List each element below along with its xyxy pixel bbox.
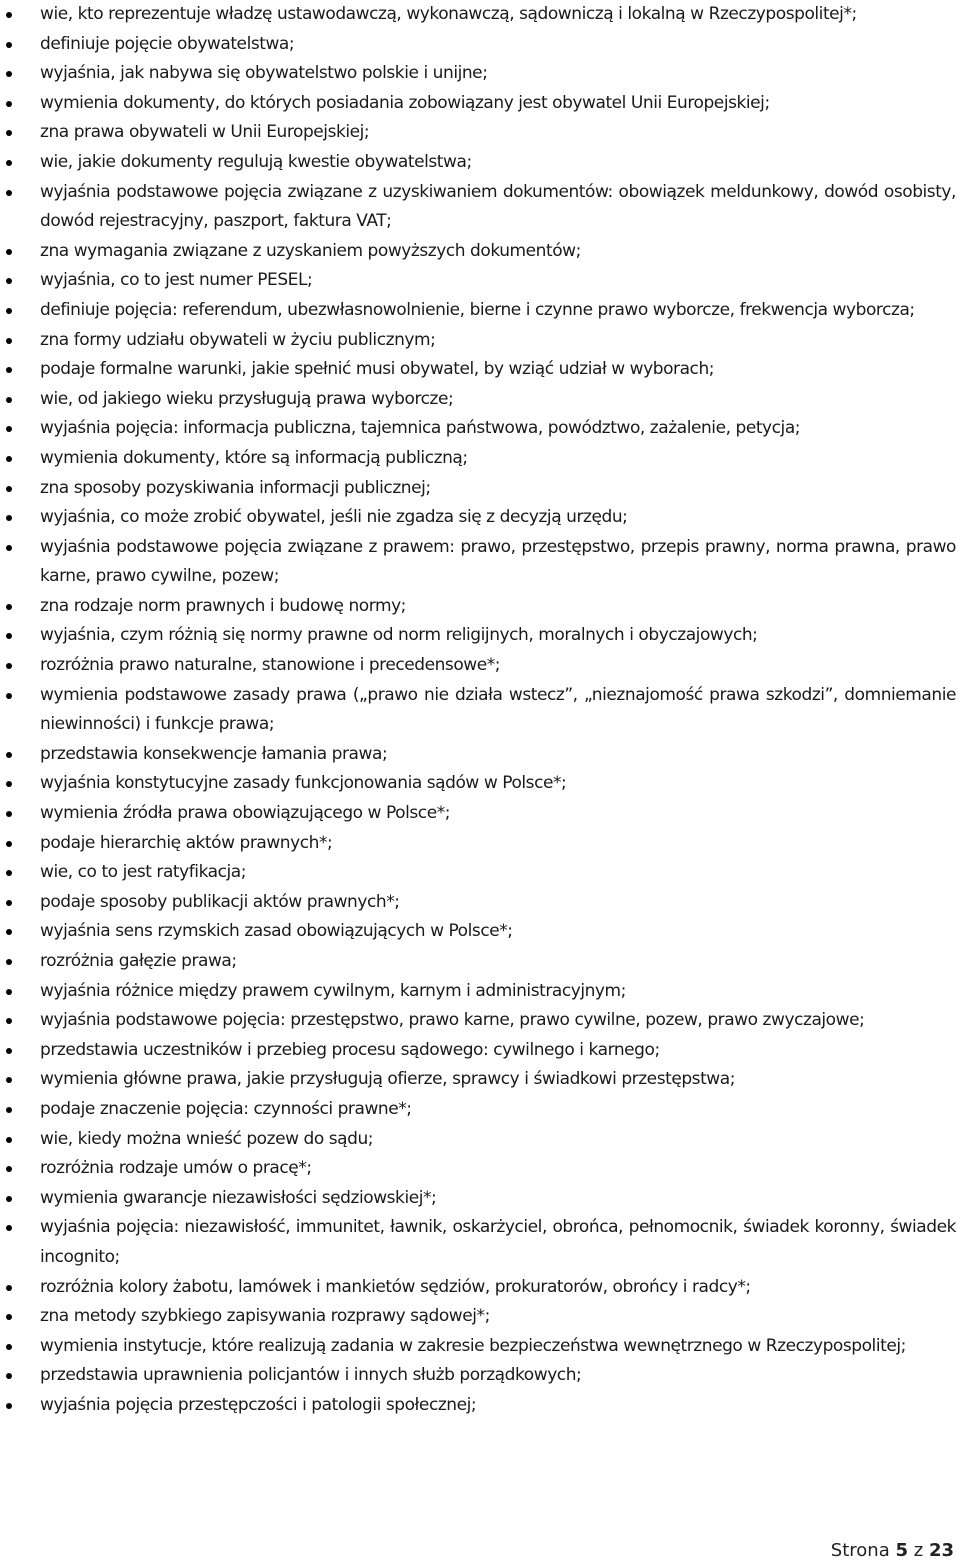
bullet-icon bbox=[6, 781, 12, 787]
list-item-text: wyjaśnia pojęcia przestępczości i patologii społecznej; bbox=[40, 1394, 477, 1415]
list-item-text: zna formy udziału obywateli w życiu publicznym; bbox=[40, 329, 436, 350]
list-item bbox=[0, 0, 960, 30]
list-item-text: wie, kiedy można wnieść pozew do sądu; bbox=[40, 1128, 374, 1149]
page-number-footer bbox=[831, 1540, 954, 1561]
bullet-icon bbox=[6, 841, 12, 847]
bullet-icon bbox=[6, 1048, 12, 1054]
list-item-text: wyjaśnia, czym różnią się normy prawne od norm religijnych, moralnych i obyczajowych; bbox=[40, 625, 758, 646]
bullet-icon bbox=[6, 752, 12, 758]
list-item bbox=[0, 1361, 960, 1391]
list-item-text: wymienia podstawowe zasady prawa („prawo nie działa wstecz”, „nieznajomość prawa szkodzi”, domniemanie niewinności) i funkcje prawa; bbox=[40, 684, 956, 735]
list-item-text: wie, kto reprezentuje władzę ustawodawczą, wykonawczą, sądowniczą i lokalną w Rzeczypospolitej*; bbox=[40, 4, 857, 24]
list-item-text: przedstawia uprawnienia policjantów i innych służb porządkowych; bbox=[40, 1365, 582, 1386]
list-item-text: zna sposoby pozyskiwania informacji publicznej; bbox=[40, 477, 431, 498]
list-item bbox=[0, 829, 960, 859]
bullet-icon bbox=[6, 160, 12, 166]
total-pages-number: 23 bbox=[928, 1540, 954, 1561]
bullet-icon bbox=[6, 989, 12, 995]
list-item-text: przedstawia konsekwencje łamania prawa; bbox=[40, 743, 388, 764]
list-item bbox=[0, 1065, 960, 1095]
list-item bbox=[0, 326, 960, 356]
list-item bbox=[0, 917, 960, 947]
list-item bbox=[0, 769, 960, 799]
list-item-text: wyjaśnia pojęcia: niezawisłość, immunitet, ławnik, oskarżyciel, obrońca, pełnomocnik, świadek koronny, świadek incognito; bbox=[40, 1217, 956, 1267]
bullet-icon bbox=[6, 1018, 12, 1024]
list-item bbox=[0, 1036, 960, 1066]
list-item bbox=[0, 651, 960, 681]
bullet-icon bbox=[6, 633, 12, 639]
list-item-text: wymienia źródła prawa obowiązującego w Polsce*; bbox=[40, 803, 451, 824]
list-item bbox=[0, 414, 960, 444]
bullet-icon bbox=[6, 456, 12, 462]
bullet-icon bbox=[6, 545, 12, 551]
bullet-icon bbox=[6, 71, 12, 77]
bullet-icon bbox=[6, 190, 12, 196]
list-item-text: wyjaśnia podstawowe pojęcia: przestępstwo, prawo karne, prawo cywilne, pozew, prawo zwyczajowe; bbox=[40, 1010, 865, 1031]
list-item bbox=[0, 799, 960, 829]
list-item bbox=[0, 118, 960, 148]
list-item bbox=[0, 621, 960, 651]
list-item-text: zna prawa obywateli w Unii Europejskiej; bbox=[40, 122, 370, 143]
list-item bbox=[0, 1154, 960, 1184]
list-item bbox=[0, 1006, 960, 1036]
bullet-icon bbox=[6, 486, 12, 492]
list-item-text: wymienia instytucje, które realizują zadania w zakresie bezpieczeństwa wewnętrznego w Rzeczypospolitej; bbox=[40, 1335, 906, 1356]
bullet-icon bbox=[6, 604, 12, 610]
page-separator: z bbox=[913, 1540, 924, 1561]
list-item bbox=[0, 503, 960, 533]
list-item bbox=[0, 1332, 960, 1362]
bullet-icon bbox=[6, 1166, 12, 1172]
bullet-icon bbox=[6, 338, 12, 344]
list-item bbox=[0, 1095, 960, 1125]
list-item bbox=[0, 30, 960, 60]
list-item bbox=[0, 355, 960, 385]
list-item bbox=[0, 237, 960, 267]
list-item bbox=[0, 681, 960, 740]
list-item bbox=[0, 1391, 960, 1421]
bullet-icon bbox=[6, 278, 12, 284]
current-page-number: 5 bbox=[895, 1540, 909, 1561]
page-label: Strona bbox=[830, 1540, 890, 1561]
list-item-text: wyjaśnia podstawowe pojęcia związane z uzyskiwaniem dokumentów: obowiązek meldunkowy, dowód osobisty, dowód rejestracyjny, paszport, faktura VAT; bbox=[40, 181, 956, 232]
bullet-icon bbox=[6, 1137, 12, 1143]
list-item bbox=[0, 592, 960, 622]
list-item-text: wymienia główne prawa, jakie przysługują ofierze, sprawcy i świadkowi przestępstwa; bbox=[40, 1069, 735, 1090]
list-item-text: wyjaśnia konstytucyjne zasady funkcjonowania sądów w Polsce*; bbox=[40, 773, 567, 794]
list-item-text: wymienia gwarancje niezawisłości sędziowskiej*; bbox=[40, 1187, 437, 1208]
list-item-text: wyjaśnia, co może zrobić obywatel, jeśli nie zgadza się z decyzją urzędu; bbox=[40, 507, 628, 528]
list-item bbox=[0, 148, 960, 178]
bullet-icon bbox=[6, 515, 12, 521]
bullet-icon bbox=[6, 308, 12, 314]
bullet-icon bbox=[6, 397, 12, 403]
list-item-text: wie, jakie dokumenty regulują kwestie obywatelstwa; bbox=[40, 151, 472, 172]
bullet-icon bbox=[6, 900, 12, 906]
bullet-icon bbox=[6, 929, 12, 935]
list-item-text: zna wymagania związane z uzyskaniem powyższych dokumentów; bbox=[40, 240, 581, 261]
bullet-icon bbox=[6, 367, 12, 373]
bullet-icon bbox=[6, 249, 12, 255]
list-item-text: rozróżnia kolory żabotu, lamówek i mankietów sędziów, prokuratorów, obrońcy i radcy*; bbox=[40, 1276, 751, 1297]
list-item bbox=[0, 444, 960, 474]
list-item-text: przedstawia uczestników i przebieg procesu sądowego: cywilnego i karnego; bbox=[40, 1039, 660, 1060]
list-item-text: rozróżnia gałęzie prawa; bbox=[40, 951, 237, 971]
list-item-text: wie, od jakiego wieku przysługują prawa wyborcze; bbox=[40, 388, 454, 409]
bullet-icon bbox=[6, 101, 12, 107]
list-item bbox=[0, 977, 960, 1007]
list-item-text: definiuje pojęcie obywatelstwa; bbox=[40, 33, 295, 54]
list-item-text: wymienia dokumenty, do których posiadania zobowiązany jest obywatel Unii Europejskiej; bbox=[40, 92, 770, 113]
bullet-icon bbox=[6, 959, 12, 965]
list-item-text: wyjaśnia podstawowe pojęcia związane z prawem: prawo, przestępstwo, przepis prawny, norma prawna, prawo karne, prawo cywilne, pozew; bbox=[40, 536, 956, 587]
bullet-icon bbox=[6, 1077, 12, 1083]
bullet-icon bbox=[6, 693, 12, 699]
list-item-text: rozróżnia prawo naturalne, stanowione i precedensowe*; bbox=[40, 655, 501, 676]
bullet-icon bbox=[6, 130, 12, 136]
bullet-icon bbox=[6, 426, 12, 432]
list-item-text: wyjaśnia pojęcia: informacja publiczna, tajemnica państwowa, powództwo, zażalenie, petycja; bbox=[40, 418, 801, 439]
list-item bbox=[0, 858, 960, 888]
list-item bbox=[0, 1302, 960, 1332]
bullet-icon bbox=[6, 1314, 12, 1320]
bullet-icon bbox=[6, 1373, 12, 1379]
list-item bbox=[0, 59, 960, 89]
bullet-icon bbox=[6, 1225, 12, 1231]
list-item bbox=[0, 1213, 960, 1272]
list-item bbox=[0, 1184, 960, 1214]
list-item bbox=[0, 296, 960, 326]
list-item-text: zna rodzaje norm prawnych i budowę normy; bbox=[40, 595, 406, 616]
bullet-icon bbox=[6, 1344, 12, 1350]
list-item-text: podaje hierarchię aktów prawnych*; bbox=[40, 832, 333, 853]
list-item-text: wyjaśnia różnice między prawem cywilnym, karnym i administracyjnym; bbox=[40, 980, 626, 1001]
list-item-text: podaje znaczenie pojęcia: czynności prawne*; bbox=[40, 1098, 412, 1119]
list-item-text: wie, co to jest ratyfikacja; bbox=[40, 862, 247, 883]
list-item bbox=[0, 89, 960, 119]
list-item bbox=[0, 266, 960, 296]
list-item bbox=[0, 385, 960, 415]
list-item bbox=[0, 533, 960, 592]
bullet-icon bbox=[6, 1285, 12, 1291]
bullet-icon bbox=[6, 1403, 12, 1409]
bullet-icon bbox=[6, 663, 12, 669]
list-item-text: wyjaśnia, co to jest numer PESEL; bbox=[40, 270, 313, 291]
bullet-icon bbox=[6, 811, 12, 817]
list-item-text: definiuje pojęcia: referendum, ubezwłasnowolnienie, bierne i czynne prawo wyborcze, frekwencja wyborcza; bbox=[40, 299, 915, 320]
list-item-text: wyjaśnia sens rzymskich zasad obowiązujących w Polsce*; bbox=[40, 921, 513, 942]
list-item bbox=[0, 1125, 960, 1155]
bullet-icon bbox=[6, 1196, 12, 1202]
bullet-icon bbox=[6, 870, 12, 876]
list-item-text: podaje formalne warunki, jakie spełnić musi obywatel, by wziąć udział w wyborach; bbox=[40, 359, 715, 380]
list-item bbox=[0, 1273, 960, 1303]
list-item bbox=[0, 947, 960, 977]
list-item bbox=[0, 474, 960, 504]
bullet-icon bbox=[6, 1107, 12, 1113]
bullet-icon bbox=[6, 42, 12, 48]
list-item-text: rozróżnia rodzaje umów o pracę*; bbox=[40, 1158, 312, 1179]
list-item-text: podaje sposoby publikacji aktów prawnych*; bbox=[40, 891, 400, 912]
list-item-text: wymienia dokumenty, które są informacją publiczną; bbox=[40, 447, 468, 468]
list-item-text: wyjaśnia, jak nabywa się obywatelstwo polskie i unijne; bbox=[40, 63, 488, 84]
list-item bbox=[0, 740, 960, 770]
list-item-text: zna metody szybkiego zapisywania rozprawy sądowej*; bbox=[40, 1306, 490, 1327]
list-item bbox=[0, 888, 960, 918]
list-item bbox=[0, 178, 960, 237]
bullet-icon bbox=[6, 12, 12, 18]
